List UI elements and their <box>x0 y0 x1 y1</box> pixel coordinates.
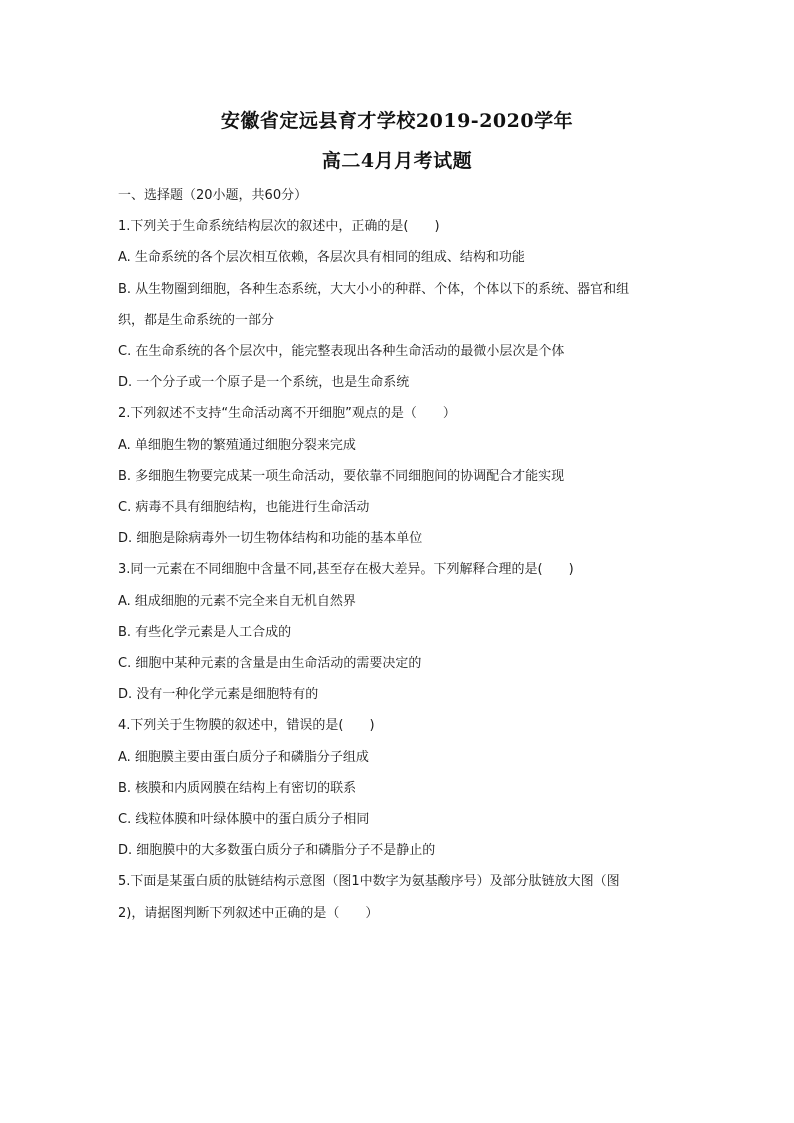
question-3-stem: 3.同一元素在不同细胞中含量不同,甚至存在极大差异。下列解释合理的是( ) <box>118 562 574 577</box>
question-4-stem: 4.下列关于生物膜的叙述中，错误的是( ) <box>118 718 375 733</box>
question-4-option-b: B. 核膜和内质网膜在结构上有密切的联系 <box>118 781 357 796</box>
question-5-stem-continued: 2)，请据图判断下列叙述中正确的是（ ） <box>118 906 379 921</box>
question-3-option-a: A. 组成细胞的元素不完全来自无机自然界 <box>118 594 356 609</box>
question-5-stem: 5.下面是某蛋白质的肽链结构示意图（图1中数字为氨基酸序号）及部分肽链放大图（图 <box>118 874 620 889</box>
question-3-option-d: D. 没有一种化学元素是细胞特有的 <box>118 687 319 702</box>
question-4-option-d: D. 细胞膜中的大多数蛋白质分子和磷脂分子不是静止的 <box>118 843 436 858</box>
question-1-option-d: D. 一个分子或一个原子是一个系统，也是生命系统 <box>118 375 410 390</box>
question-2-option-a: A. 单细胞生物的繁殖通过细胞分裂来完成 <box>118 438 356 453</box>
question-1-option-b-continued: 织，都是生命系统的一部分 <box>118 313 275 328</box>
question-1-option-b: B. 从生物圈到细胞，各种生态系统，大大小小的种群、个体，个体以下的系统、器官和组 <box>118 282 630 297</box>
question-4-option-c: C. 线粒体膜和叶绿体膜中的蛋白质分子相同 <box>118 812 370 827</box>
question-2-option-d: D. 细胞是除病毒外一切生物体结构和功能的基本单位 <box>118 531 423 546</box>
exam-subtitle: 高二4月月考试题 <box>321 150 473 172</box>
section-heading: 一、选择题（20小题，共60分） <box>118 188 308 203</box>
question-2-option-c: C. 病毒不具有细胞结构，也能进行生命活动 <box>118 500 370 515</box>
question-2-option-b: B. 多细胞生物要完成某一项生命活动，要依靠不同细胞间的协调配合才能实现 <box>118 469 565 484</box>
exam-title: 安徽省定远县育才学校2019-2020学年 <box>220 110 574 132</box>
question-3-option-b: B. 有些化学元素是人工合成的 <box>118 625 292 640</box>
question-4-option-a: A. 细胞膜主要由蛋白质分子和磷脂分子组成 <box>118 750 369 765</box>
question-1-option-c: C. 在生命系统的各个层次中，能完整表现出各种生命活动的最微小层次是个体 <box>118 344 565 359</box>
question-2-stem: 2.下列叙述不支持“生命活动离不开细胞”观点的是（ ） <box>118 406 456 421</box>
question-3-option-c: C. 细胞中某种元素的含量是由生命活动的需要决定的 <box>118 656 422 671</box>
question-1-option-a: A. 生命系统的各个层次相互依赖，各层次具有相同的组成、结构和功能 <box>118 250 525 265</box>
question-1-stem: 1.下列关于生命系统结构层次的叙述中，正确的是( ) <box>118 219 440 234</box>
